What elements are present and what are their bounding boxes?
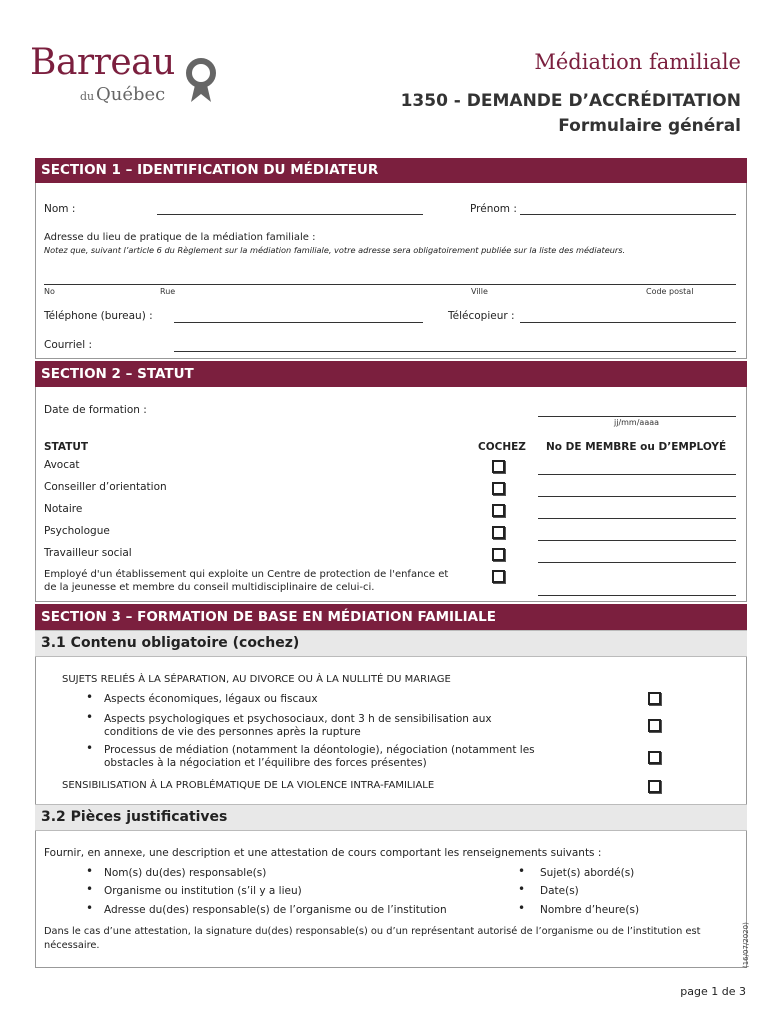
piece-left-3: Adresse du(des) responsable(s) de l’organisme ou de l’institution: [104, 904, 447, 916]
attestation-line1: Dans le cas d’une attestation, la signature du(des) responsable(s) ou d’un représentant autorisé de l’organisme ou de l’institution est: [44, 926, 701, 937]
page-title: Médiation familiale: [534, 50, 741, 74]
fournir-text: Fournir, en annexe, une description et une attestation de cours comportant les renseignements suivants :: [44, 847, 602, 859]
attestation-line2: nécessaire.: [44, 940, 100, 951]
bullet-1: •: [86, 690, 94, 704]
section1-header: SECTION 1 – IDENTIFICATION DU MÉDIATEUR: [35, 158, 747, 183]
addr-ville-label: Ville: [471, 287, 488, 296]
checkbox-contenu-2[interactable]: [648, 719, 661, 732]
statut-notaire: Notaire: [44, 503, 83, 515]
contenu-item-3-line2: obstacles à la négociation et l’équilibre des forces présentes): [104, 757, 427, 769]
logo-quebec: Québec: [96, 84, 166, 105]
bullet-2: •: [86, 710, 94, 724]
version-date: (16/07/2020): [742, 922, 750, 968]
checkbox-sensibilisation[interactable]: [648, 780, 661, 793]
telephone-field[interactable]: [174, 322, 423, 323]
logo-du: du: [80, 90, 95, 103]
adresse-label: Adresse du lieu de pratique de la médiation familiale :: [44, 232, 316, 243]
piece-right-1: Sujet(s) abordé(s): [540, 867, 635, 879]
section3-header: SECTION 3 – FORMATION DE BASE EN MÉDIATION FAMILIALE: [35, 604, 747, 630]
page-number: page 1 de 3: [680, 985, 746, 998]
form-subtitle: Formulaire général: [558, 116, 741, 136]
contenu-item-2-line2: conditions de vie des personnes après la rupture: [104, 726, 361, 738]
section2-header: SECTION 2 – STATUT: [35, 361, 747, 387]
membre-field-conseiller[interactable]: [538, 496, 736, 497]
checkbox-notaire[interactable]: [492, 504, 505, 517]
left-bullet-2: •: [86, 882, 94, 896]
membre-field-employe[interactable]: [538, 595, 736, 596]
section3-1-header: 3.1 Contenu obligatoire (cochez): [35, 630, 747, 657]
statut-psychologue: Psychologue: [44, 525, 110, 537]
statut-conseiller: Conseiller d’orientation: [44, 481, 167, 493]
date-format-hint: jj/mm/aaaa: [614, 418, 660, 427]
left-bullet-3: •: [86, 901, 94, 915]
telecopieur-label: Télécopieur :: [448, 310, 515, 322]
logo-barreau: Barreau: [30, 42, 175, 83]
checkbox-psychologue[interactable]: [492, 526, 505, 539]
membre-field-psychologue[interactable]: [538, 540, 736, 541]
nom-label: Nom :: [44, 203, 76, 215]
form-title: 1350 - DEMANDE D’ACCRÉDITATION: [400, 91, 741, 111]
membre-field-notaire[interactable]: [538, 518, 736, 519]
sujets-heading: SUJETS RELIÉS À LA SÉPARATION, AU DIVORCE OU À LA NULLITÉ DU MARIAGE: [62, 674, 451, 685]
adresse-note: Notez que, suivant l’article 6 du Règlement sur la médiation familiale, votre adresse sera obligatoirement publiée sur la liste des médiateurs.: [44, 245, 626, 255]
cochez-header: COCHEZ: [478, 441, 526, 453]
contenu-item-3-line1: Processus de médiation (notamment la déontologie), négociation (notamment les: [104, 744, 535, 756]
checkbox-travailleur-social[interactable]: [492, 548, 505, 561]
right-bullet-2: •: [518, 882, 526, 896]
contenu-item-1: Aspects économiques, légaux ou fiscaux: [104, 693, 318, 705]
date-formation-field[interactable]: [538, 416, 736, 417]
barreau-emblem-icon: [186, 58, 218, 104]
membre-field-avocat[interactable]: [538, 474, 736, 475]
piece-right-3: Nombre d’heure(s): [540, 904, 640, 916]
statut-employe-line2: de la jeunesse et membre du conseil multidisciplinaire de celui-ci.: [44, 582, 375, 593]
piece-left-2: Organisme ou institution (s’il y a lieu): [104, 885, 302, 897]
piece-right-2: Date(s): [540, 885, 579, 897]
adresse-field[interactable]: [44, 284, 736, 285]
membre-field-travailleur-social[interactable]: [538, 562, 736, 563]
piece-left-1: Nom(s) du(des) responsable(s): [104, 867, 267, 879]
contenu-item-2-line1: Aspects psychologiques et psychosociaux, dont 3 h de sensibilisation aux: [104, 713, 492, 725]
checkbox-contenu-3[interactable]: [648, 751, 661, 764]
checkbox-contenu-1[interactable]: [648, 692, 661, 705]
date-formation-label: Date de formation :: [44, 404, 147, 416]
statut-employe-line1: Employé d'un établissement qui exploite un Centre de protection de l'enfance et: [44, 569, 449, 580]
prenom-label: Prénom :: [470, 203, 517, 215]
telecopieur-field[interactable]: [520, 322, 736, 323]
courriel-label: Courriel :: [44, 339, 93, 351]
nom-field[interactable]: [157, 214, 423, 215]
checkbox-conseiller[interactable]: [492, 482, 505, 495]
addr-rue-label: Rue: [160, 287, 176, 296]
statut-header: STATUT: [44, 441, 89, 453]
addr-cp-label: Code postal: [646, 287, 694, 296]
left-bullet-1: •: [86, 864, 94, 878]
section3-2-header: 3.2 Pièces justificatives: [35, 804, 747, 831]
addr-no-label: No: [44, 287, 55, 296]
checkbox-avocat[interactable]: [492, 460, 505, 473]
section1-frame: [35, 183, 747, 359]
right-bullet-1: •: [518, 864, 526, 878]
checkbox-employe[interactable]: [492, 570, 505, 583]
bullet-3: •: [86, 741, 94, 755]
statut-travailleur-social: Travailleur social: [44, 547, 132, 559]
statut-avocat: Avocat: [44, 459, 80, 471]
prenom-field[interactable]: [520, 214, 736, 215]
membre-header: No DE MEMBRE ou D’EMPLOYÉ: [546, 441, 727, 453]
right-bullet-3: •: [518, 901, 526, 915]
sensibilisation-label: SENSIBILISATION À LA PROBLÉMATIQUE DE LA VIOLENCE INTRA-FAMILIALE: [62, 780, 435, 791]
courriel-field[interactable]: [174, 351, 736, 352]
telephone-label: Téléphone (bureau) :: [44, 310, 153, 322]
